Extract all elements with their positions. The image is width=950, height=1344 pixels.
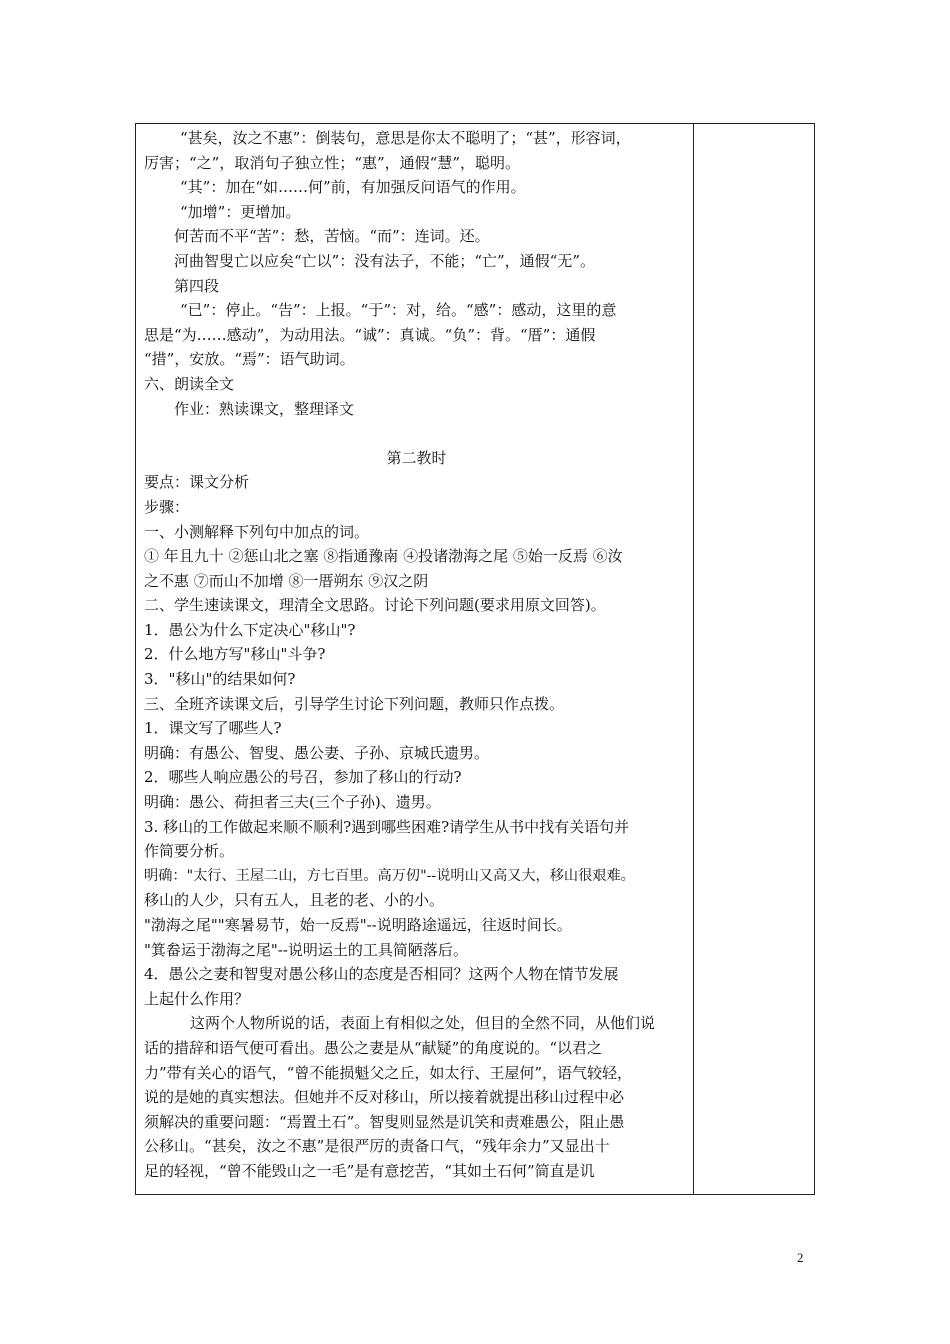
text-line: 厉害；“之”，取消句子独立性；“惠”，通假“慧”，聪明。 [144, 153, 521, 172]
question-item: 2．什么地方写"移山"斗争? [144, 645, 326, 664]
text-line: 作简要分析。 [144, 842, 235, 861]
paragraph-line: 话的措辞和语气便可看出。愚公之妻是从“献疑”的角度说的。“以君之 [144, 1038, 603, 1057]
text-line: 三、全班齐读课文后，引导学生讨论下列问题，教师只作点拨。 [144, 694, 565, 713]
text-line: 上起什么作用？ [144, 989, 250, 1008]
answer-line: 明确：有愚公、智叟、愚公妻、子孙、京城氏遗男。 [144, 743, 490, 762]
text-line: 步骤： [144, 497, 190, 516]
question-item: 3．"移山"的结果如何? [144, 670, 296, 689]
paragraph-line: 公移山。“甚矣，汝之不惠”是很严厉的责备口气，“残年余力”又显出十 [144, 1137, 610, 1156]
text-line: “甚矣，汝之不惠”：倒装句，意思是你太不聪明了；“甚”，形容词， [180, 129, 631, 147]
section-heading: 六、朗读全文 [144, 374, 235, 393]
text-line: “其”：加在“如……何”前，有加强反问语气的作用。 [180, 178, 526, 197]
homework-line: 作业：熟读课文，整理译文 [174, 399, 355, 418]
text-line: 思是“为……感动”，为动用法。“诚”：真诚。“负”：背。“厝”：通假 [144, 325, 596, 344]
blank-line [144, 421, 689, 446]
text-line: 何苦而不平“苦”：愁，苦恼。“而”：连词。还。 [174, 227, 490, 246]
text-line: 一、小测解释下列句中加点的词。 [144, 522, 370, 541]
quiz-line: ① 年且九十 ②惩山北之塞 ⑧指通豫南 ④投诸渤海之尾 ⑤始一反焉 ⑥汝 [144, 547, 623, 566]
section-heading: 第四段 [174, 276, 220, 295]
question-item: 4．愚公之妻和智叟对愚公移山的态度是否相同？这两个人物在情节发展 [144, 965, 619, 984]
text-line: "渤海之尾""寒暑易节，始一反焉"--说明路途遥远，往返时间长。 [144, 916, 572, 934]
text-line: “已”：停止。“告”：上报。“于”：对，给。“感”：感动，这里的意 [180, 301, 617, 320]
question-item: 1．愚公为什么下定决心"移山"? [144, 620, 356, 639]
paragraph-line: 须解决的重要问题：“焉置土石”。智叟则显然是讥笑和责难愚公，阻止愚 [144, 1112, 625, 1131]
text-line: “措”，安放。“焉”：语气助词。 [144, 350, 355, 369]
paragraph-line: 这两个人物所说的话，表面上有相似之处，但目的全然不同，从他们说 [190, 1014, 656, 1033]
column-divider [693, 124, 694, 1194]
text-line: "箕畚运于渤海之尾"--说明运土的工具简陋落后。 [144, 940, 468, 959]
paragraph-line: 说的是她的真实想法。但她并不反对移山，所以接着就提出移山过程中必 [144, 1088, 625, 1107]
text-line: 河曲智叟亡以应矣“亡以”：没有法子，不能；“亡”，通假“无”。 [174, 251, 596, 270]
question-item: 1．课文写了哪些人? [144, 719, 282, 738]
lesson-table [135, 123, 815, 1195]
lesson-content [144, 126, 689, 1208]
page-number: 2 [797, 1250, 804, 1265]
text-line: “加增”：更增加。 [180, 202, 301, 221]
answer-line: 明确：愚公、荷担者三夫(三个子孙)、遗男。 [144, 793, 441, 812]
text-line: 要点：课文分析 [144, 473, 250, 492]
text-line: 二、学生速读课文，理清全文思路。讨论下列问题(要求用原文回答)。 [144, 596, 606, 615]
quiz-line: 之不惠 ⑦而山不加增 ⑧一厝朔东 ⑨汉之阴 [144, 571, 429, 590]
paragraph-line [144, 1184, 689, 1209]
text-line: 移山的人少，只有五人，且老的老、小的小。 [144, 891, 445, 910]
question-item: 2．哪些人响应愚公的号召，参加了移山的行动? [144, 768, 462, 787]
question-item: 3. 移山的工作做起来顺不顺利?遇到哪些困难?请学生从书中找有关语句并 [144, 817, 630, 836]
paragraph-line: 力”带有关心的语气，“曾不能损魁父之丘，如太行、王屋何”，语气较轻， [144, 1063, 633, 1082]
paragraph-line: 足的轻视，“曾不能毁山之一毛”是有意挖苦，“其如土石何”简直是讥 [144, 1161, 595, 1180]
answer-line: 明确："太行、王屋二山，方七百里。高万仞"--说明山又高又大，移山很艰难。 [144, 867, 635, 884]
lesson-title: 第二教时 [386, 448, 447, 467]
